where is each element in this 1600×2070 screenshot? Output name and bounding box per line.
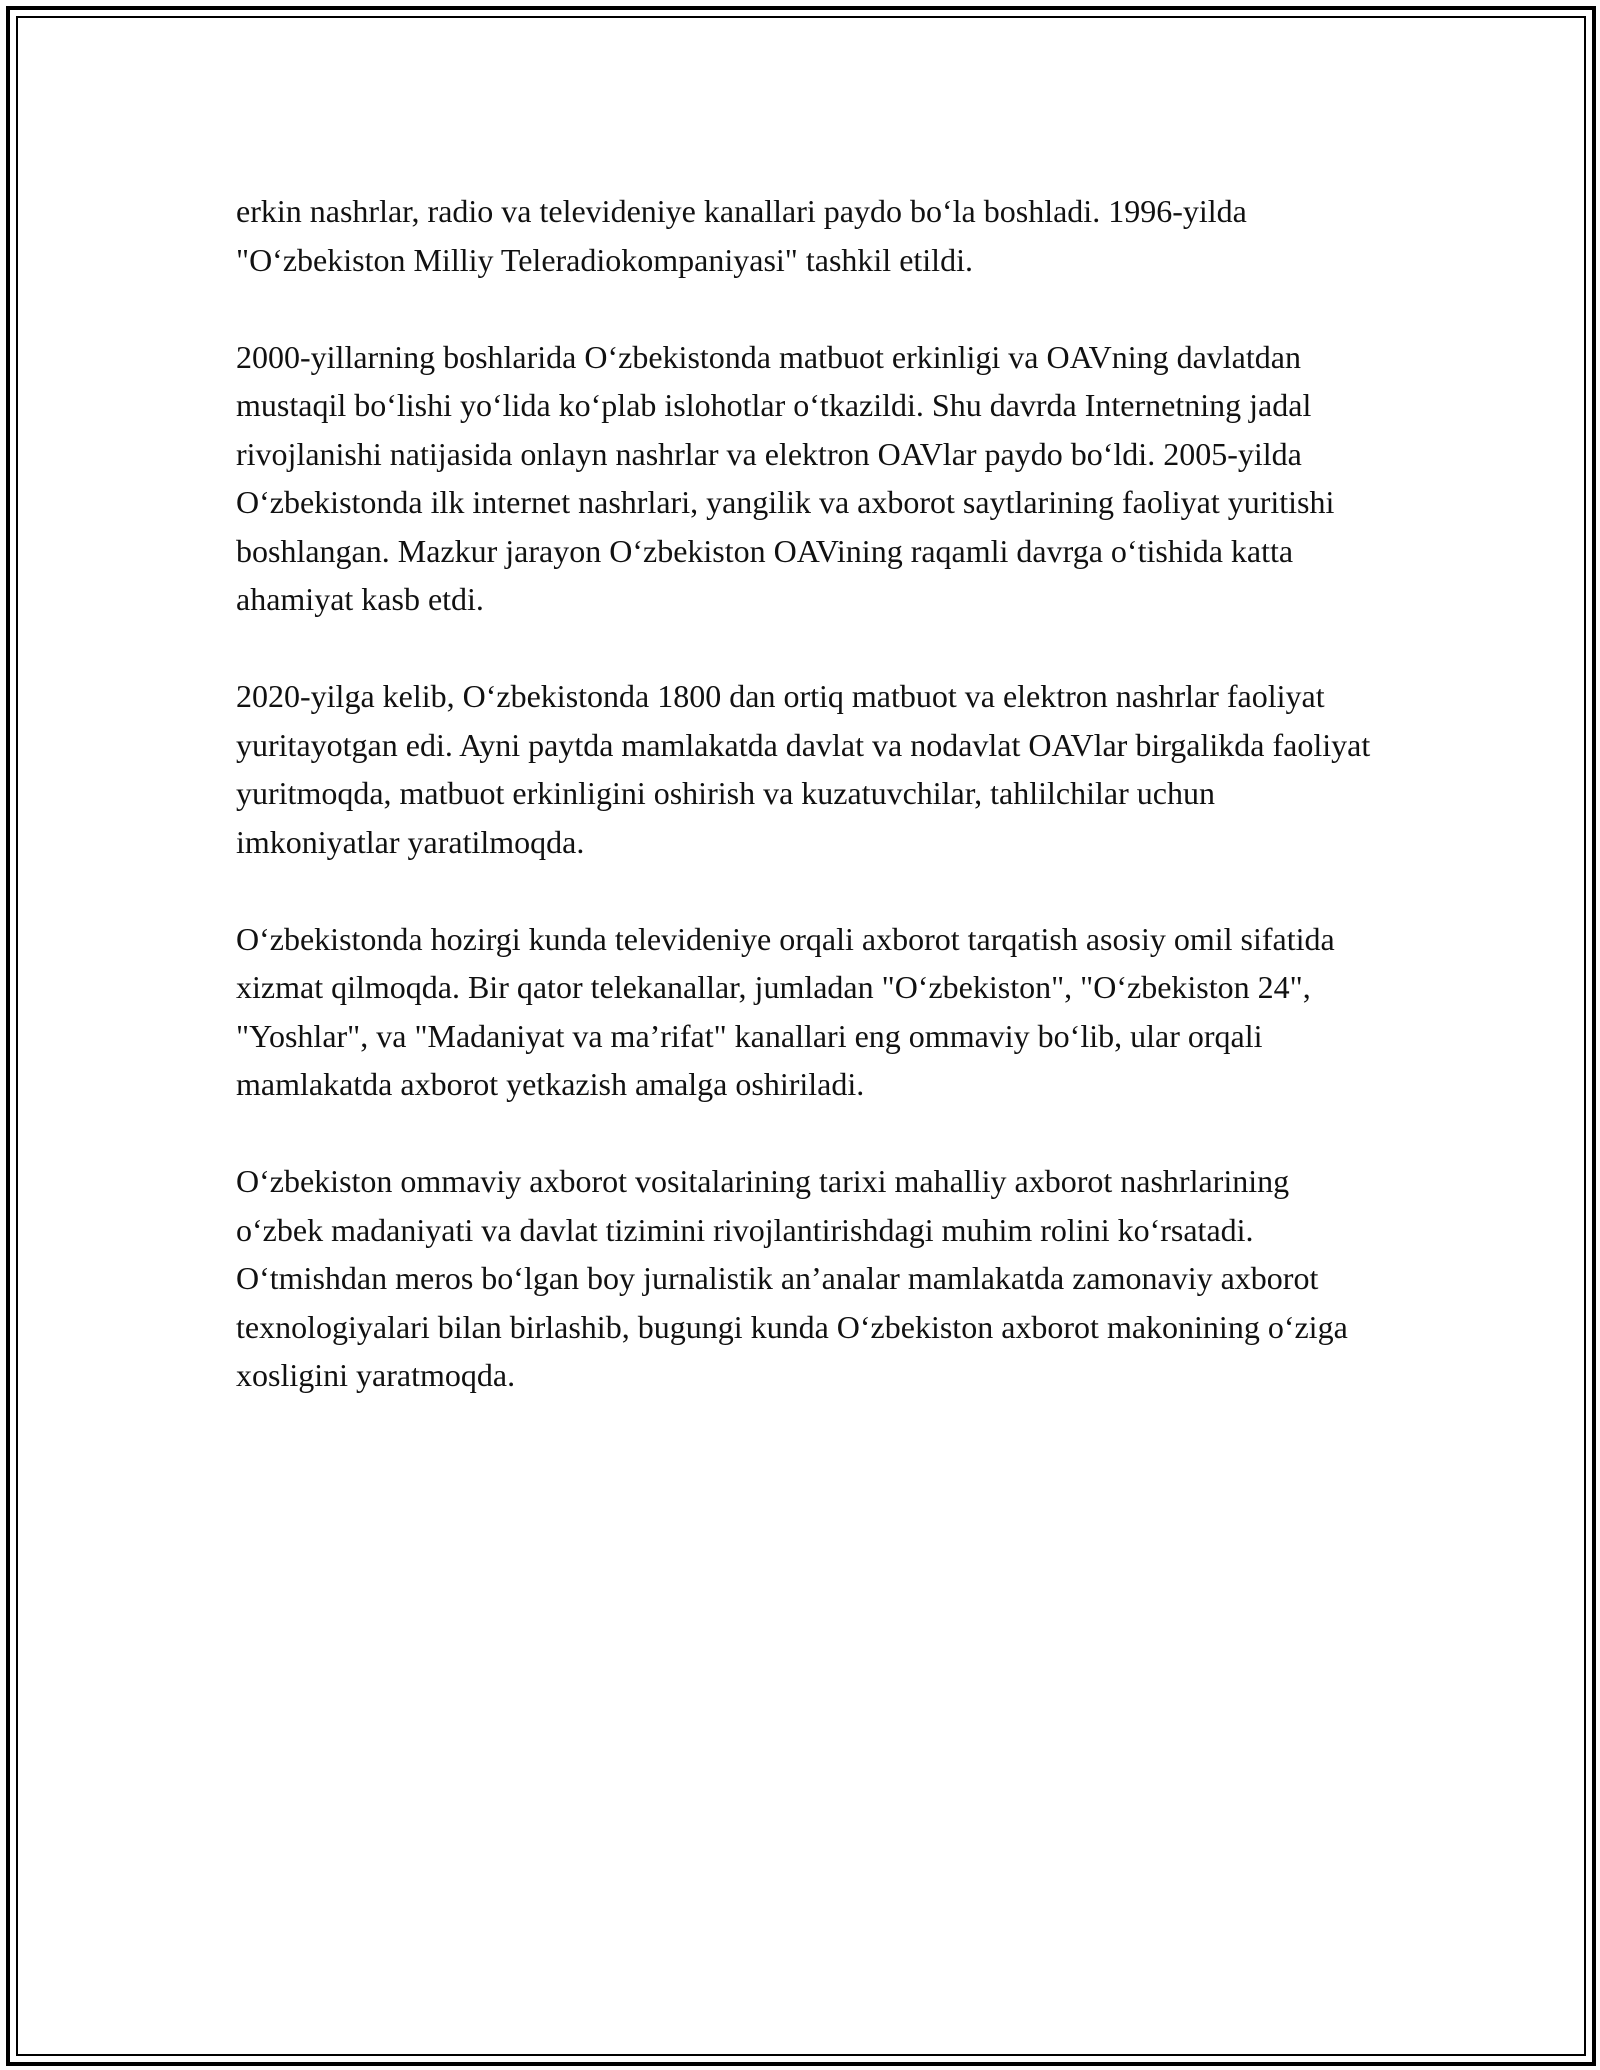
document-body: [236, 187, 1376, 1448]
paragraph-3: 2020-yilga kelib, O‘zbekistonda 1800 dan ortiq matbuot va elektron nashrlar faoliyat yuritayotgan edi. Ayni paytda mamlakatda davlat va nodavlat OAVlar birgalikda faoliyat yuritmoqda, matbuot erkinligini oshirish va kuzatuvchilar, tahlilchilar uchun imkoniyatlar yaratilmoqda.: [236, 678, 1371, 860]
paragraph-5: O‘zbekiston ommaviy axborot vositalarining tarixi mahalliy axborot nashrlarining o‘zbek madaniyati va davlat tizimini rivojlantirishdagi muhim rolini ko‘rsatadi. O‘tmishdan meros bo‘lgan boy jurnalistik an’analar mamlakatda zamonaviy axborot texnologiyalari bilan birlashib, bugungi kunda O‘zbekiston axborot makonining o‘ziga xosligini yaratmoqda.: [236, 1163, 1348, 1393]
paragraph-1: erkin nashrlar, radio va televideniye kanallari paydo bo‘la boshladi. 1996-yilda "O‘zbekiston Milliy Teleradiokompaniyasi" tashkil etildi.: [236, 193, 1247, 278]
paragraph-2: 2000-yillarning boshlarida O‘zbekistonda matbuot erkinligi va OAVning davlatdan mustaqil bo‘lishi yo‘lida ko‘plab islohotlar o‘tkazildi. Shu davrda Internetning jadal rivojlanishi natijasida onlayn nashrlar va elektron OAVlar paydo bo‘ldi. 2005-yilda O‘zbekistonda ilk internet nashrlari, yangilik va axborot saytlarining faoliyat yuritishi boshlangan. Mazkur jarayon O‘zbekiston OAVining raqamli davrga o‘tishida katta ahamiyat kasb etdi.: [236, 338, 1335, 617]
paragraph-4: O‘zbekistonda hozirgi kunda televideniye orqali axborot tarqatish asosiy omil sifatida xizmat qilmoqda. Bir qator telekanallar, jumladan "O‘zbekiston", "O‘zbekiston 24", "Yoshlar", va "Madaniyat va ma’rifat" kanallari eng ommaviy bo‘lib, ular orqali mamlakatda axborot yetkazish amalga oshiriladi.: [236, 920, 1335, 1102]
